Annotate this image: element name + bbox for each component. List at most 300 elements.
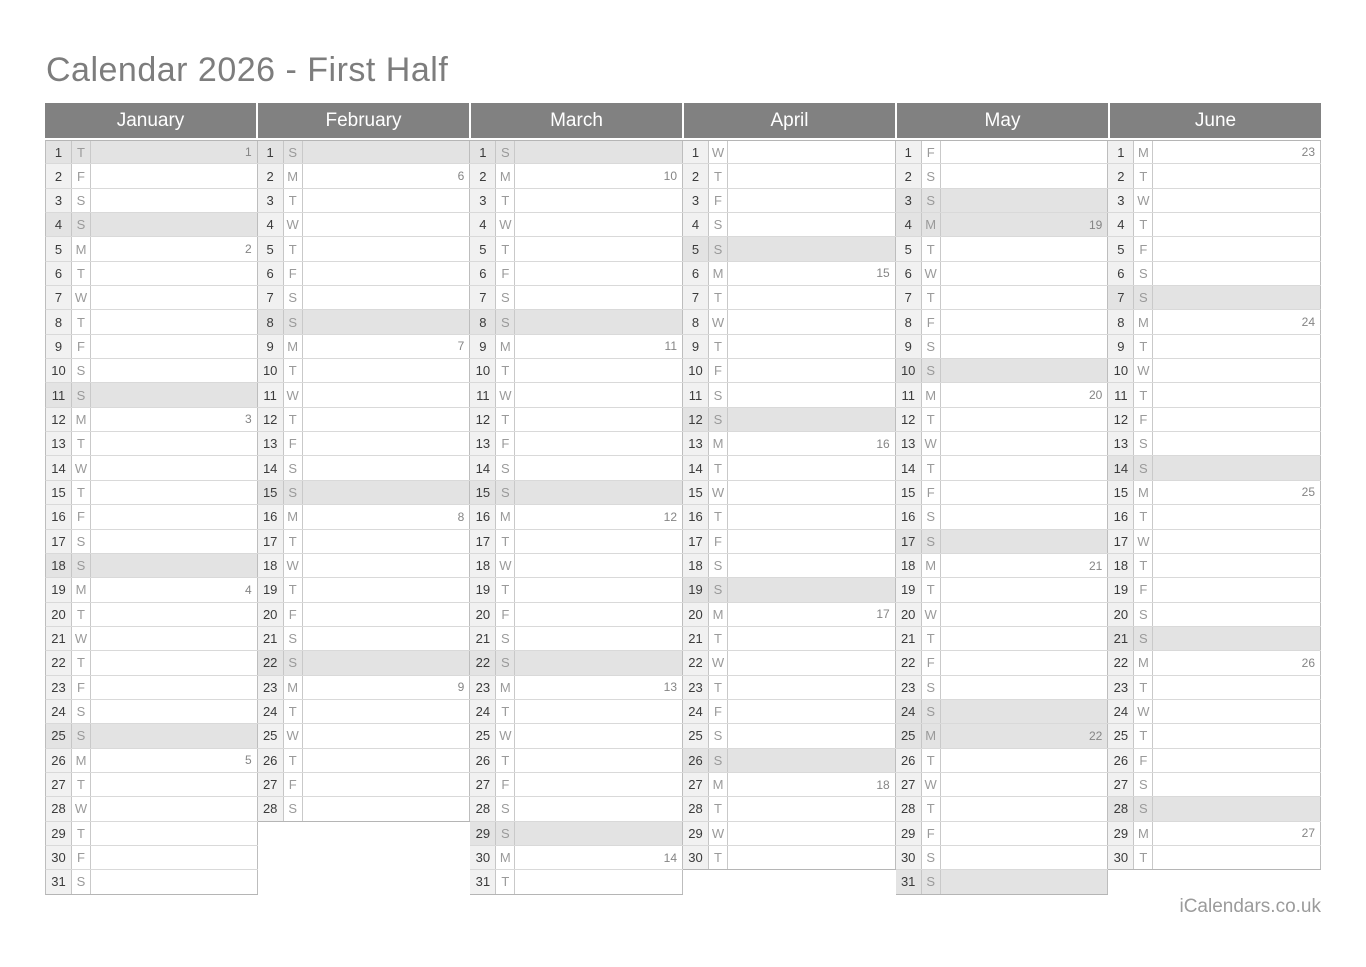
day-row [896, 481, 1109, 505]
day-letter: T [922, 627, 941, 650]
day-letter: M [709, 773, 728, 796]
day-letter: S [496, 651, 515, 674]
day-number: 3 [258, 189, 284, 212]
week-number: 22 [941, 724, 1109, 747]
day-row [683, 773, 896, 797]
day-letter: T [72, 822, 91, 845]
day-letter: M [72, 749, 91, 772]
day-number: 6 [683, 262, 709, 285]
day-letter: T [1134, 554, 1153, 577]
day-letter: S [922, 335, 941, 358]
day-row [258, 749, 471, 773]
day-row [683, 700, 896, 724]
day-letter: T [922, 578, 941, 601]
day-number: 10 [1108, 359, 1134, 382]
day-row [1108, 359, 1321, 383]
day-number: 25 [470, 724, 496, 747]
calendar-header [45, 103, 1321, 138]
week-number [303, 554, 471, 577]
day-row [1108, 627, 1321, 651]
day-row [258, 530, 471, 554]
week-number [728, 505, 896, 528]
week-number [303, 310, 471, 333]
day-letter: S [496, 822, 515, 845]
week-number [515, 432, 683, 455]
day-row [896, 700, 1109, 724]
day-number: 1 [46, 141, 72, 163]
day-row [470, 846, 683, 870]
day-letter: T [1134, 335, 1153, 358]
day-number: 30 [683, 846, 709, 869]
week-number [728, 651, 896, 674]
day-letter: S [496, 456, 515, 479]
day-row [1108, 651, 1321, 675]
week-number [91, 335, 258, 358]
day-row [45, 846, 258, 870]
day-row [683, 627, 896, 651]
day-row [258, 578, 471, 602]
day-row [1108, 481, 1321, 505]
day-letter: M [72, 408, 91, 431]
day-row [470, 773, 683, 797]
day-number: 22 [46, 651, 72, 674]
day-letter: T [1134, 846, 1153, 869]
day-letter: S [72, 554, 91, 577]
day-row [45, 724, 258, 748]
day-letter: S [496, 141, 515, 163]
day-letter: F [922, 481, 941, 504]
day-letter: M [922, 554, 941, 577]
day-row [896, 310, 1109, 334]
day-number: 26 [46, 749, 72, 772]
week-number: 19 [941, 213, 1109, 236]
week-number [91, 432, 258, 455]
day-number: 25 [683, 724, 709, 747]
day-letter: W [1134, 530, 1153, 553]
day-number: 15 [258, 481, 284, 504]
week-number [728, 554, 896, 577]
day-row [45, 627, 258, 651]
week-number [941, 530, 1109, 553]
day-number: 22 [1108, 651, 1134, 674]
week-number [303, 724, 471, 747]
day-number: 13 [1108, 432, 1134, 455]
day-number: 29 [896, 822, 922, 845]
day-number: 16 [46, 505, 72, 528]
day-number: 29 [683, 822, 709, 845]
week-number [1153, 554, 1321, 577]
week-number [941, 870, 1109, 893]
day-row [45, 505, 258, 529]
day-letter: F [1134, 578, 1153, 601]
day-row [896, 797, 1109, 821]
week-number: 18 [728, 773, 896, 796]
day-row [45, 822, 258, 846]
day-number: 7 [46, 286, 72, 309]
week-number [91, 189, 258, 212]
day-number: 8 [46, 310, 72, 333]
day-letter: F [922, 822, 941, 845]
week-number [91, 530, 258, 553]
week-number: 3 [91, 408, 258, 431]
week-number [728, 335, 896, 358]
week-number [303, 408, 471, 431]
week-number [728, 627, 896, 650]
day-number: 23 [896, 676, 922, 699]
week-number [91, 286, 258, 309]
week-number: 8 [303, 505, 471, 528]
day-row [896, 530, 1109, 554]
week-number [303, 627, 471, 650]
day-row [683, 359, 896, 383]
week-number [515, 627, 683, 650]
week-number [941, 408, 1109, 431]
week-number: 12 [515, 505, 683, 528]
day-number: 12 [46, 408, 72, 431]
day-number: 1 [258, 141, 284, 163]
day-letter: T [284, 578, 303, 601]
day-number: 28 [683, 797, 709, 820]
day-number: 8 [896, 310, 922, 333]
day-row [1108, 237, 1321, 261]
week-number [941, 797, 1109, 820]
day-number: 14 [470, 456, 496, 479]
week-number [91, 822, 258, 845]
week-number [515, 797, 683, 820]
day-row [470, 749, 683, 773]
day-number: 14 [896, 456, 922, 479]
week-number: 20 [941, 383, 1109, 406]
day-row [683, 822, 896, 846]
day-row [45, 554, 258, 578]
day-row [45, 578, 258, 602]
week-number [1153, 846, 1321, 869]
week-number: 10 [515, 164, 683, 187]
week-number [1153, 530, 1321, 553]
day-number: 1 [470, 141, 496, 163]
day-number: 4 [470, 213, 496, 236]
week-number [515, 262, 683, 285]
day-row [45, 481, 258, 505]
week-number [303, 773, 471, 796]
day-letter: T [284, 700, 303, 723]
day-letter: S [496, 797, 515, 820]
day-number: 17 [258, 530, 284, 553]
week-number [515, 822, 683, 845]
day-number: 27 [46, 773, 72, 796]
month-header-june: June [1108, 103, 1321, 138]
day-row [896, 724, 1109, 748]
day-row [896, 578, 1109, 602]
day-letter: S [284, 286, 303, 309]
day-row [683, 189, 896, 213]
day-letter: F [284, 432, 303, 455]
day-row [896, 432, 1109, 456]
day-number: 29 [1108, 822, 1134, 845]
day-row [45, 749, 258, 773]
day-letter: S [1134, 432, 1153, 455]
week-number [941, 359, 1109, 382]
week-number [303, 432, 471, 455]
day-number: 11 [258, 383, 284, 406]
day-letter: S [1134, 797, 1153, 820]
day-letter: S [709, 554, 728, 577]
day-letter: W [496, 724, 515, 747]
day-letter: T [72, 262, 91, 285]
week-number [941, 262, 1109, 285]
week-number [728, 359, 896, 382]
day-letter: T [496, 408, 515, 431]
week-number [515, 603, 683, 626]
day-row [896, 749, 1109, 773]
day-number: 11 [1108, 383, 1134, 406]
day-letter: T [496, 749, 515, 772]
day-number: 17 [896, 530, 922, 553]
day-letter: W [496, 554, 515, 577]
day-number: 2 [46, 164, 72, 187]
calendar [45, 103, 1321, 895]
day-row [683, 676, 896, 700]
day-number: 2 [683, 164, 709, 187]
day-row [1108, 700, 1321, 724]
day-number: 5 [1108, 237, 1134, 260]
day-row [258, 432, 471, 456]
day-number: 15 [1108, 481, 1134, 504]
day-letter: S [284, 627, 303, 650]
day-row [45, 530, 258, 554]
week-number [728, 408, 896, 431]
day-letter: T [72, 310, 91, 333]
day-row [1108, 846, 1321, 870]
day-number: 24 [683, 700, 709, 723]
week-number [941, 749, 1109, 772]
day-letter: S [922, 870, 941, 893]
day-letter: M [709, 262, 728, 285]
week-number [515, 749, 683, 772]
day-row [45, 189, 258, 213]
day-letter: S [1134, 773, 1153, 796]
week-number: 1 [91, 141, 258, 163]
day-row [1108, 676, 1321, 700]
day-number: 21 [46, 627, 72, 650]
day-letter: S [922, 846, 941, 869]
week-number: 17 [728, 603, 896, 626]
week-number [1153, 432, 1321, 455]
day-number: 30 [1108, 846, 1134, 869]
day-letter: T [72, 481, 91, 504]
week-number [515, 310, 683, 333]
day-letter: S [72, 700, 91, 723]
day-letter: M [1134, 310, 1153, 333]
day-letter: M [284, 505, 303, 528]
week-number [515, 724, 683, 747]
week-number [941, 164, 1109, 187]
day-number: 23 [258, 676, 284, 699]
day-row [683, 286, 896, 310]
day-row [258, 408, 471, 432]
week-number [1153, 700, 1321, 723]
day-number: 7 [470, 286, 496, 309]
week-number [1153, 797, 1321, 820]
day-number: 23 [1108, 676, 1134, 699]
day-letter: T [922, 749, 941, 772]
day-row [470, 700, 683, 724]
day-letter: T [72, 773, 91, 796]
week-number [728, 578, 896, 601]
day-letter: W [709, 141, 728, 163]
day-number: 21 [683, 627, 709, 650]
day-letter: T [284, 189, 303, 212]
day-number: 2 [1108, 164, 1134, 187]
day-number: 30 [46, 846, 72, 869]
day-letter: S [72, 383, 91, 406]
week-number [941, 237, 1109, 260]
day-letter: F [496, 262, 515, 285]
week-number: 25 [1153, 481, 1321, 504]
day-number: 7 [683, 286, 709, 309]
day-number: 8 [1108, 310, 1134, 333]
day-letter: W [496, 213, 515, 236]
day-number: 16 [1108, 505, 1134, 528]
day-row [896, 164, 1109, 188]
day-row [683, 140, 896, 164]
day-row [1108, 335, 1321, 359]
day-row [470, 213, 683, 237]
week-number [91, 554, 258, 577]
day-row [470, 383, 683, 407]
day-number: 12 [258, 408, 284, 431]
week-number [1153, 286, 1321, 309]
week-number [303, 578, 471, 601]
week-number [91, 359, 258, 382]
day-number: 24 [258, 700, 284, 723]
day-letter: S [496, 286, 515, 309]
month-column-may [896, 140, 1109, 895]
day-letter: S [709, 724, 728, 747]
day-letter: W [709, 822, 728, 845]
day-letter: W [922, 603, 941, 626]
day-number: 20 [470, 603, 496, 626]
week-number [515, 408, 683, 431]
week-number [1153, 627, 1321, 650]
day-row [470, 724, 683, 748]
day-number: 22 [470, 651, 496, 674]
day-letter: W [1134, 359, 1153, 382]
day-letter: T [72, 651, 91, 674]
day-number: 12 [683, 408, 709, 431]
day-letter: S [709, 383, 728, 406]
day-row [45, 213, 258, 237]
day-letter: T [1134, 676, 1153, 699]
day-row [258, 189, 471, 213]
day-letter: S [284, 651, 303, 674]
day-number: 20 [258, 603, 284, 626]
day-row [470, 310, 683, 334]
day-number: 7 [258, 286, 284, 309]
day-letter: W [709, 310, 728, 333]
day-letter: S [922, 676, 941, 699]
week-number [515, 773, 683, 796]
day-number: 17 [470, 530, 496, 553]
day-letter: F [72, 846, 91, 869]
day-number: 5 [683, 237, 709, 260]
day-row [258, 481, 471, 505]
week-number [515, 481, 683, 504]
day-row [470, 456, 683, 480]
day-number: 17 [1108, 530, 1134, 553]
page-title: Calendar 2026 - First Half [46, 51, 449, 89]
week-number [941, 700, 1109, 723]
day-number: 26 [1108, 749, 1134, 772]
day-number: 25 [896, 724, 922, 747]
day-letter: F [284, 773, 303, 796]
week-number [303, 189, 471, 212]
week-number: 4 [91, 578, 258, 601]
day-letter: W [496, 383, 515, 406]
day-row [1108, 578, 1321, 602]
calendar-grid [45, 140, 1321, 895]
week-number [91, 627, 258, 650]
day-row [258, 262, 471, 286]
month-header-march: March [469, 103, 682, 138]
day-row [45, 797, 258, 821]
day-row [45, 408, 258, 432]
month-header-may: May [895, 103, 1108, 138]
day-row [45, 237, 258, 261]
day-row [1108, 262, 1321, 286]
week-number [515, 870, 683, 893]
day-number: 21 [470, 627, 496, 650]
day-letter: F [922, 310, 941, 333]
day-letter: S [709, 408, 728, 431]
day-letter: W [922, 262, 941, 285]
day-row [470, 505, 683, 529]
site-credit-link[interactable]: iCalendars.co.uk [1179, 896, 1321, 917]
day-number: 20 [1108, 603, 1134, 626]
week-number: 23 [1153, 141, 1321, 163]
day-number: 11 [46, 383, 72, 406]
week-number [515, 237, 683, 260]
day-row [45, 432, 258, 456]
day-number: 1 [683, 141, 709, 163]
week-number [1153, 603, 1321, 626]
day-letter: T [1134, 213, 1153, 236]
day-row [683, 603, 896, 627]
day-letter: T [496, 870, 515, 893]
month-column-january [45, 140, 258, 895]
day-row [470, 554, 683, 578]
week-number [303, 651, 471, 674]
day-row [470, 481, 683, 505]
day-letter: T [709, 164, 728, 187]
day-number: 6 [896, 262, 922, 285]
day-row [683, 408, 896, 432]
day-number: 13 [683, 432, 709, 455]
day-letter: F [709, 700, 728, 723]
day-row [1108, 554, 1321, 578]
day-row [470, 578, 683, 602]
day-row [896, 213, 1109, 237]
day-row [258, 651, 471, 675]
day-row [258, 797, 471, 821]
day-number: 1 [896, 141, 922, 163]
day-number: 16 [258, 505, 284, 528]
month-header-january: January [45, 103, 256, 138]
day-row [258, 140, 471, 164]
day-number: 26 [258, 749, 284, 772]
day-number: 5 [46, 237, 72, 260]
day-row [1108, 603, 1321, 627]
